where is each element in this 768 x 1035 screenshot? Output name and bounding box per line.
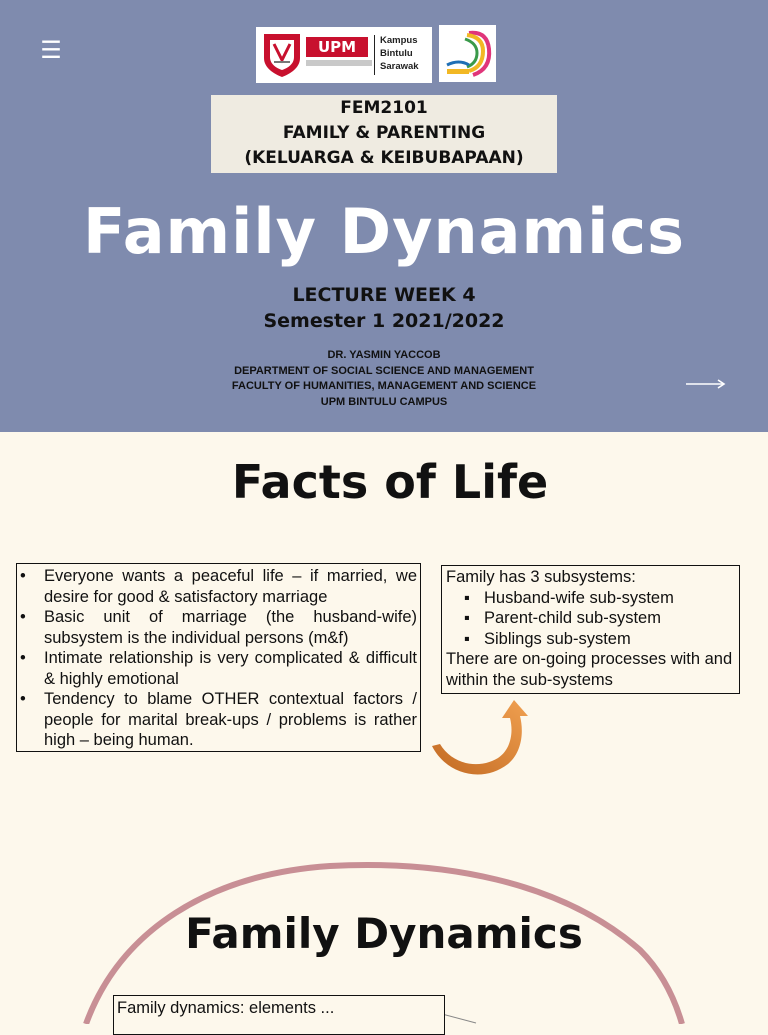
family-dynamics-title: Family Dynamics — [185, 909, 583, 958]
semester: Semester 1 2021/2022 — [263, 310, 505, 332]
subsystems-outro: There are on-going processes with and within the sub-systems — [446, 650, 733, 689]
list-item: ▪ Parent-child sub-system — [446, 608, 735, 629]
campus-name: Kampus Bintulu Sarawak — [380, 35, 419, 72]
upm-logo-text: UPM — [306, 37, 368, 57]
list-item: • Everyone wants a peaceful life – if married, we desire for good & satisfactory marriage — [17, 566, 417, 607]
lecture-info — [0, 282, 768, 334]
family-dynamics-elements-box — [113, 995, 445, 1035]
anniversary-emblem-icon — [439, 25, 496, 82]
title-slide — [0, 0, 768, 432]
list-item: ▪ Husband-wife sub-system — [446, 588, 735, 609]
department: DEPARTMENT OF SOCIAL SCIENCE AND MANAGEMENT — [234, 364, 534, 377]
upm-logo — [256, 27, 432, 83]
list-item: • Basic unit of marriage (the husband-wife) subsystem is the individual persons (m&f) — [17, 607, 417, 648]
facts-of-life-title: Facts of Life — [231, 455, 549, 509]
hamburger-menu-icon[interactable]: ☰ — [40, 36, 62, 64]
list-item: • Intimate relationship is very complicated & difficult & highly emotional — [17, 648, 417, 689]
list-item: ▪ Siblings sub-system — [446, 629, 735, 650]
course-info-box — [211, 95, 557, 173]
facts-bullet-box — [16, 563, 421, 752]
subsystems-intro: Family has 3 subsystems: — [446, 568, 636, 586]
elements-text: Family dynamics: elements ... — [117, 999, 335, 1017]
lecture-week: LECTURE WEEK 4 — [292, 284, 476, 306]
upm-logo-subtitle-bar — [306, 60, 372, 66]
course-name-malay: (KELUARGA & KEIBUBAPAAN) — [244, 148, 524, 168]
subsystems-box — [441, 565, 740, 694]
arrow-right-icon — [684, 372, 728, 396]
campus: UPM BINTULU CAMPUS — [320, 395, 448, 408]
faculty: FACULTY OF HUMANITIES, MANAGEMENT AND SCIENCE — [231, 380, 537, 392]
curved-arrow-icon — [426, 694, 530, 784]
course-name: FAMILY & PARENTING — [282, 123, 486, 143]
slide-title: Family Dynamics — [82, 195, 686, 268]
connector-line — [440, 1010, 480, 1024]
next-slide-button[interactable] — [684, 372, 728, 396]
list-item: • Tendency to blame OTHER contextual factors / people for marital break-ups / problems is rather high – being human. — [17, 689, 417, 751]
author-name: DR. YASMIN YACCOB — [327, 349, 441, 361]
author-info — [0, 348, 768, 410]
upm-shield-icon — [262, 32, 302, 78]
anniversary-logo — [439, 25, 496, 82]
logo-divider — [374, 35, 375, 75]
course-code: FEM2101 — [340, 98, 428, 118]
